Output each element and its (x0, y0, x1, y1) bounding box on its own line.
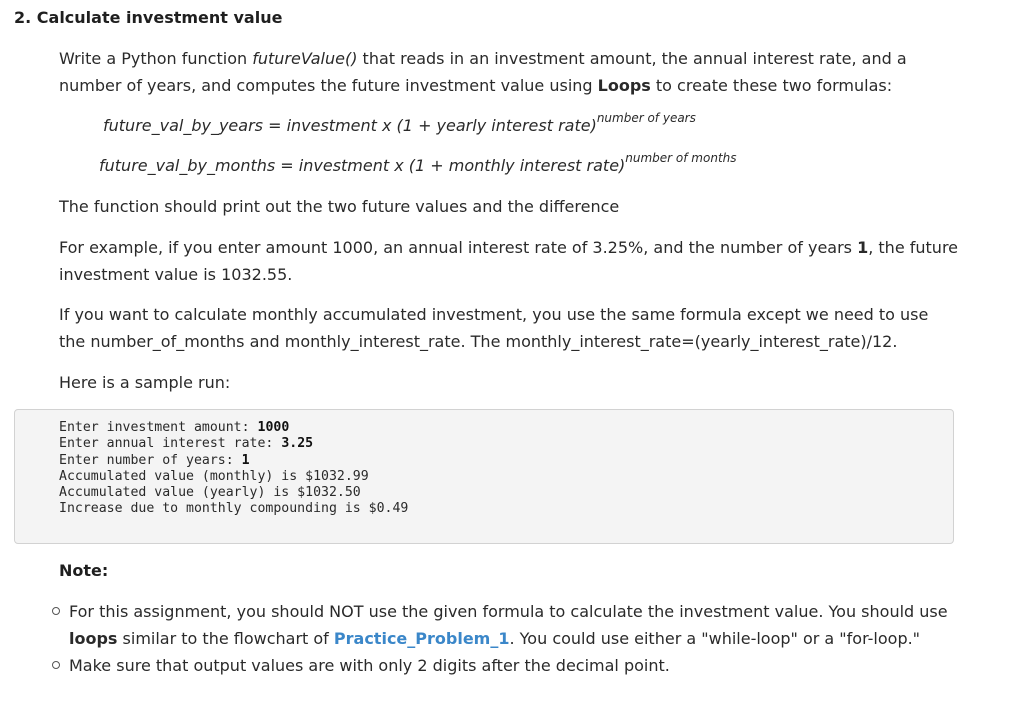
intro-paragraph (59, 45, 959, 99)
note-text: For this assignment, you should NOT use the given formula to calculate the investment value. You should use (69, 602, 948, 621)
example-paragraph (59, 234, 959, 288)
note-bold-loops: loops (69, 629, 118, 648)
code-lines (59, 420, 408, 518)
formula-months (99, 151, 737, 175)
code-line (59, 485, 408, 501)
formula-months-exponent: number of months (625, 151, 737, 165)
section-title: 2. Calculate investment value (14, 8, 283, 27)
code-input: 1 (241, 452, 250, 468)
intro-text-2: that reads in an investment amount, the annual interest rate, and a number of years, and computes the future investment value using (59, 49, 907, 95)
code-input: 3.25 (281, 436, 314, 452)
monthly-paragraph: If you want to calculate monthly accumulated investment, you use the same formula except we need to use the number_of_months and monthly_interest_rate. The monthly_interest_rate=(yearly_interest_rate)/12. (59, 305, 929, 351)
example-text-1: For example, if you enter amount 1000, an annual interest rate of 3.25%, and the number of years (59, 238, 858, 257)
code-line (59, 420, 408, 436)
formula-months-text: future_val_by_months = investment x (1 + monthly interest rate) (99, 156, 626, 175)
sample-run-code-block (14, 409, 954, 544)
function-name: futureValue() (252, 49, 358, 68)
note-heading: Note: (59, 561, 109, 580)
example-bold: 1 (857, 238, 869, 257)
note-item-loops (52, 598, 952, 652)
formula-years-text: future_val_by_years = investment x (1 + yearly interest rate) (103, 116, 597, 135)
code-prompt: Enter investment amount: (59, 420, 258, 435)
example-text-2: , the future investment value is 1032.55. (59, 238, 959, 284)
code-output: Increase due to monthly compounding is $0.49 (59, 501, 409, 517)
code-output: Accumulated value (monthly) is $1032.99 (59, 468, 369, 484)
note-list (52, 598, 952, 679)
code-line (59, 453, 408, 469)
formula-years (103, 111, 696, 135)
code-output: Accumulated value (yearly) is $1032.50 (59, 485, 361, 501)
note-text: Make sure that output values are with only 2 digits after the decimal point. (69, 656, 670, 675)
code-line (59, 501, 408, 517)
formula-years-exponent: number of years (596, 111, 696, 125)
code-prompt: Enter number of years: (59, 452, 242, 468)
note-item-decimals (52, 652, 952, 679)
code-line (59, 436, 408, 452)
circle-bullet-icon (52, 661, 60, 669)
practice-problem-link[interactable]: Practice_Problem_1 (333, 629, 510, 648)
intro-bold-loops: Loops (597, 76, 651, 95)
sample-run-label: Here is a sample run: (59, 373, 231, 392)
circle-bullet-icon (52, 607, 60, 615)
intro-text-3: to create these two formulas: (650, 76, 893, 95)
intro-text-1: Write a Python function (59, 49, 253, 68)
code-line (59, 469, 408, 485)
note-text: similar to the flowchart of (117, 629, 334, 648)
note-text: . You could use either a "while-loop" or a "for-loop." (509, 629, 921, 648)
code-input: 1000 (257, 420, 290, 435)
code-prompt: Enter annual interest rate: (59, 436, 282, 452)
print-paragraph: The function should print out the two future values and the difference (59, 197, 620, 216)
